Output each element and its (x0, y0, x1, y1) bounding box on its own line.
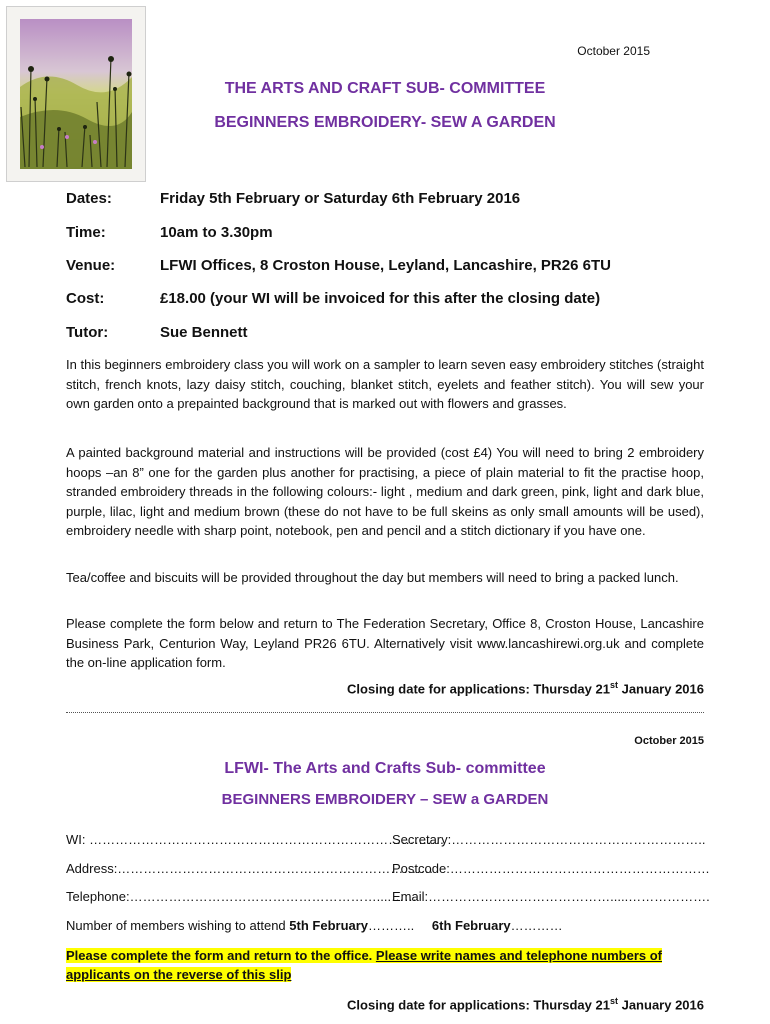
materials-paragraph: A painted background material and instructions will be provided (cost £4) You will need to bring 2 embroidery hoops –an 8” one for the garden plus another for practising, a piece of plain material to fit the practise hoop, stranded embroidery threads in the following colours:- light , medium and dark green, pink, light and dark blue, purple, lilac, light and medium brown (these do not have to be full skeins as only small amounts will be used), embroidery needle with sharp point, notebook, pen and pencil and a stitch dictionary if you have one. (66, 445, 704, 538)
form-row-members (66, 918, 563, 933)
detail-row-venue (66, 257, 611, 274)
detail-label: Venue: (66, 257, 116, 274)
page-title: THE ARTS AND CRAFT SUB- COMMITTEE (224, 80, 546, 97)
closing-date (347, 680, 704, 696)
return-notice (66, 946, 706, 984)
closing-date-suffix: January 2016 (617, 681, 704, 697)
members-label: Number of members wishing to attend (66, 918, 290, 933)
feb6-label: 6th February (431, 918, 511, 933)
detail-label: Dates: (66, 190, 112, 207)
detail-value: LFWI Offices, 8 Croston House, Leyland, Lancashire, PR26 6TU (160, 257, 611, 274)
form-row-address (66, 861, 710, 876)
form-closing-date-text: Closing date for applications: Thursday 21 (347, 997, 610, 1013)
secretary-field[interactable]: Secretary:………………………………………………….. (392, 832, 706, 847)
telephone-field[interactable]: Telephone:…………………………………………………....…… (66, 889, 418, 904)
closing-date-text: Closing date for applications: Thursday 21 (347, 681, 610, 697)
application-paragraph: Please complete the form below and return to The Federation Secretary, Office 8, Croston House, Lancashire Business Park, Centurion Way, Leyland PR26 6TU. Alternatively visit www.lancashirewi.org.uk and complete the on-line application form. (66, 616, 704, 670)
refreshments-paragraph: Tea/coffee and biscuits will be provided throughout the day but members will need to bring a packed lunch. (66, 570, 679, 585)
detail-row-time (66, 224, 273, 241)
email-field[interactable]: Email:…………………………………….....………………. (392, 889, 710, 904)
wi-field[interactable]: WI: ………………………………………………………………………. (66, 832, 444, 847)
return-notice-underline1: Please write names and telephone numbers of (375, 948, 662, 963)
detail-label: Cost: (66, 290, 105, 307)
closing-date-sup: st (609, 680, 618, 690)
detail-row-tutor (66, 324, 248, 341)
address-field[interactable]: Address:………………………………………………………………. (66, 861, 433, 876)
form-date: October 2015 (634, 735, 704, 747)
detail-row-dates (66, 190, 520, 207)
detail-value: Sue Bennett (160, 324, 248, 341)
feb6-count-field[interactable]: ………… (510, 918, 563, 933)
detail-row-cost (66, 290, 600, 307)
feb5-label: 5th February (289, 918, 369, 933)
detail-value: 10am to 3.30pm (160, 224, 273, 241)
return-notice-text: Please complete the form and return to the office. (66, 948, 376, 963)
page-subtitle: BEGINNERS EMBROIDERY- SEW A GARDEN (214, 114, 556, 131)
detail-value: £18.00 (your WI will be invoiced for this after the closing date) (160, 290, 601, 307)
form-title: LFWI- The Arts and Crafts Sub- committee (224, 760, 546, 777)
form-closing-date-sup: st (609, 996, 618, 1006)
return-notice-underline2: applicants on the reverse of this slip (66, 967, 292, 982)
form-closing-date-suffix: January 2016 (617, 997, 704, 1013)
feb5-count-field[interactable]: ……….. (368, 918, 415, 933)
form-subtitle: BEGINNERS EMBROIDERY – SEW a GARDEN (221, 791, 549, 808)
header-date: October 2015 (577, 44, 650, 58)
cut-line-divider (66, 712, 704, 714)
form-row-telephone (66, 889, 710, 904)
detail-label: Tutor: (66, 324, 109, 341)
detail-label: Time: (66, 224, 106, 241)
description-paragraph: In this beginners embroidery class you will work on a sampler to learn seven easy embroidery stitches (straight stitch, french knots, lazy daisy stitch, couching, blanket stitch, eyelets and feather stitch). You will sew your own garden onto a prepainted background that is marked out with flowers and grasses. (66, 357, 704, 411)
form-row-wi (66, 832, 706, 847)
postcode-field[interactable]: Postcode:…………………………………………………… (392, 861, 710, 876)
detail-value: Friday 5th February or Saturday 6th February 2016 (160, 190, 521, 207)
form-closing-date (347, 996, 704, 1012)
